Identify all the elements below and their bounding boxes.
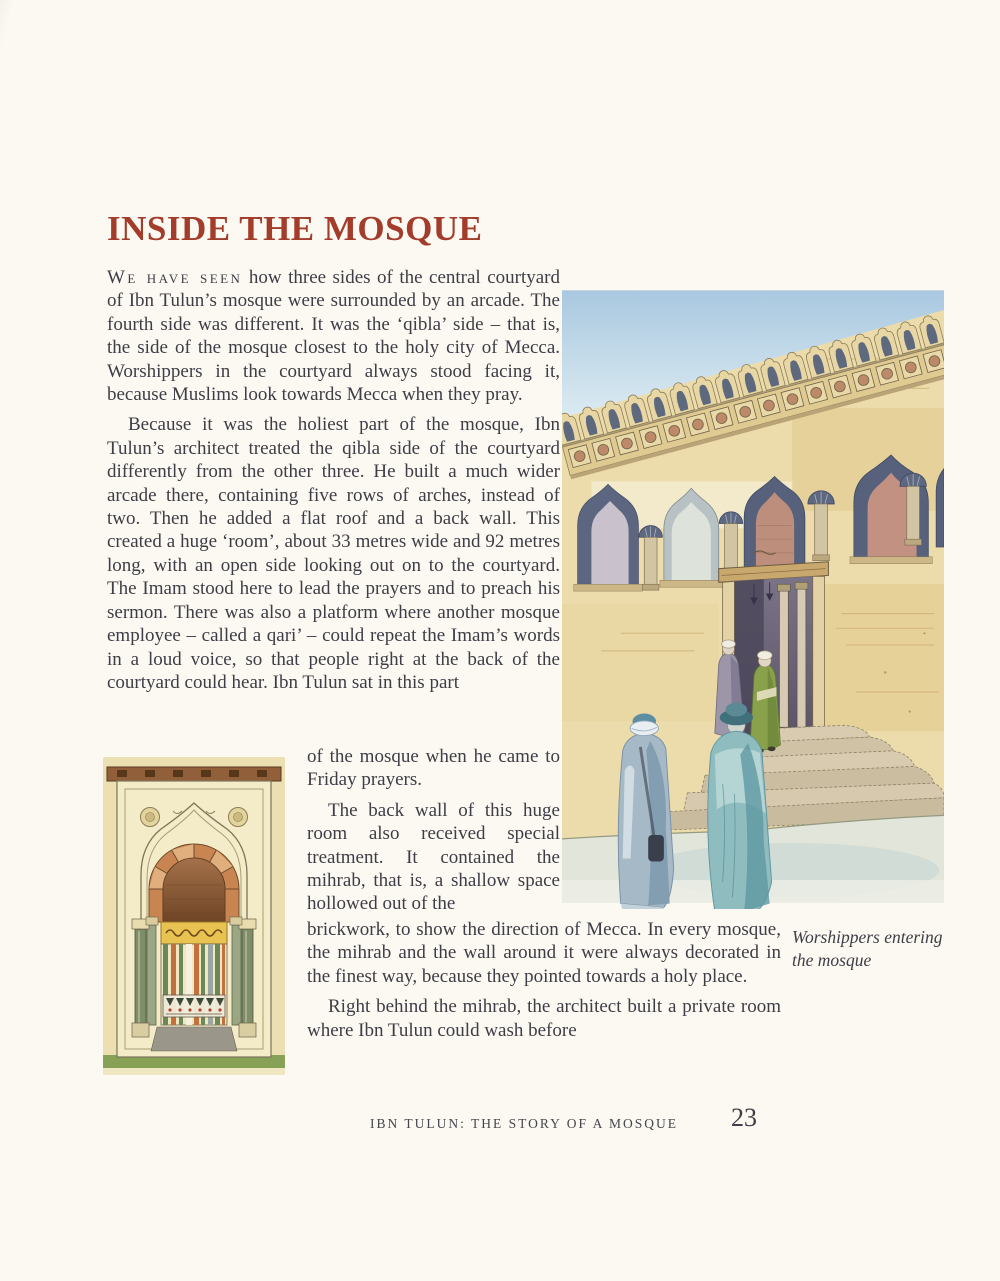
paragraph-2-part-1: Because it was the holiest part of the mosque, Ibn Tulun’s architect treated the qibla side of the courtyard differently from the other three. He built a much wider arcade there, containing five rows of arches, instead of two. Then he added a flat roof and a back wall. This created a huge ‘room’, about 33 metres wide and 92 metres long, with an open side looking out on to the courtyard. The Imam stood here to lead the prayers and to preach his sermon. There was also a platform where another mosque employee – called a qari’ – could repeat the Imam’s words in a loud voice, so that people right at the back of the courtyard could hear. Ibn Tulun sat in this part [107, 414, 560, 693]
caption-line-1: Worshippers entering [792, 927, 943, 947]
mosque-facade-watercolour [562, 284, 944, 909]
paragraph-3-part-1: The back wall of this huge room also received special treatment. It contained the mihrab, that is, a shallow space hollowed out of the [307, 799, 560, 915]
body-text-column-lower [307, 918, 781, 1042]
niche-interior [163, 858, 225, 922]
mihrab-niche-watercolour [103, 757, 285, 1075]
body-text-column-main [107, 266, 560, 694]
paragraph-1 [107, 266, 560, 406]
paragraph-1-rest: how three sides of the central courtyard of Ibn Tulun’s mosque were surrounded by an arcade. The fourth side was different. It was the ‘qibla’ side – that is, the side of the mosque closest to the holy city of Mecca. Worshippers in the courtyard always stood facing it, because Muslims look towards Mecca when they pray. [107, 267, 560, 406]
mihrab-illustration [103, 757, 285, 1075]
paragraph-4: Right behind the mihrab, the architect built a private room where Ibn Tulun could wash before [307, 996, 781, 1041]
lead-in-small-caps: We have seen [107, 267, 243, 288]
page-title: INSIDE THE MOSQUE [107, 209, 483, 248]
illustration-caption [792, 926, 943, 972]
wooden-lintel [107, 767, 281, 781]
lattice-railing [163, 995, 225, 1017]
paragraph-2-part-2: of the mosque when he came to Friday prayers. [307, 746, 560, 791]
inscription-band [161, 922, 227, 944]
page-number: 23 [731, 1103, 757, 1132]
niche-floor [151, 1027, 237, 1051]
running-footer-book-title: IBN TULUN: THE STORY OF A MOSQUE [370, 1116, 679, 1131]
main-illustration-worshippers-entering-mosque [562, 284, 944, 909]
caption-line-2: the mosque [792, 950, 872, 970]
paragraph-3-part-2: brickwork, to show the direction of Mecca. In every mosque, the mihrab and the wall around it were always decorated in the finest way, because they pointed towards a holy place. [307, 919, 781, 987]
body-text-column-narrow [307, 745, 560, 916]
